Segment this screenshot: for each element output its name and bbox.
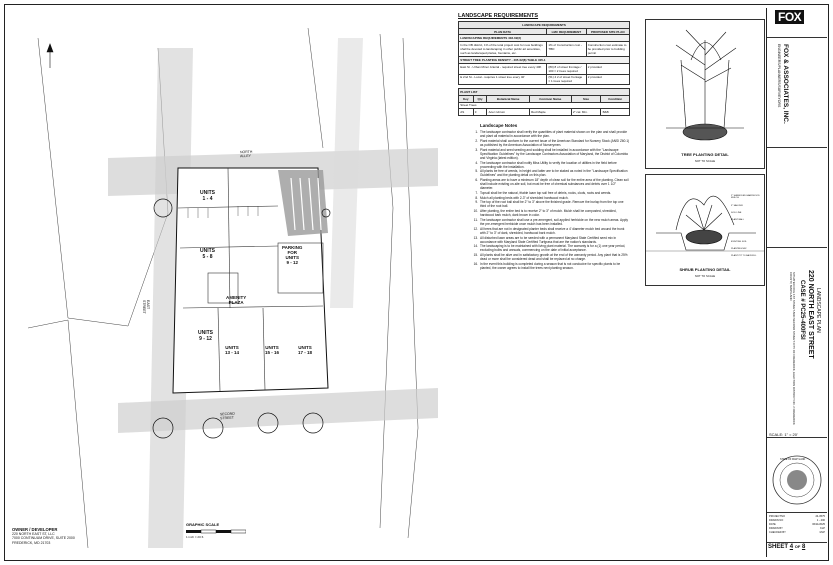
owner-title: OWNER / DEVELOPER bbox=[12, 527, 58, 532]
note-number: 14. bbox=[473, 244, 478, 249]
note-text: In the event this building is completed during a season that is not conducive for specific plants to be planted, the owner agrees to install the trees next planting season. bbox=[480, 261, 621, 270]
scale-label: SCALE: 1" = 20' bbox=[769, 432, 798, 437]
note-text: After planting, the entire bed is to receive 2" to 3" of mulch. Mulch shall be composted, shredded, hardwood bark mulch, dark brown in color. bbox=[480, 209, 617, 218]
meta-value: MLP bbox=[819, 531, 825, 534]
owner-line: 7000 CONTINUUM DRIVE, SUITE 2000 bbox=[12, 536, 75, 541]
note-number: 3. bbox=[475, 147, 478, 152]
plant-header: Size bbox=[571, 95, 601, 102]
sheet-number bbox=[768, 544, 805, 550]
note-number: 12. bbox=[473, 226, 478, 231]
plant-header: Botanical Name bbox=[487, 95, 530, 102]
meta-key: DATE bbox=[769, 523, 776, 526]
note-number: 16. bbox=[473, 261, 478, 266]
req-header: LMC REQUIREMENT bbox=[547, 28, 586, 35]
requirements-table bbox=[458, 21, 630, 85]
meta-key: CHECKED BY bbox=[769, 531, 786, 534]
note-text: All plants shall be alive and in satisfactory growth at the end of the warranty period. Any plant that is 25% dead or more shall be considered dead and shall be replaced at no charge. bbox=[480, 253, 628, 262]
plan-label-units-1-4: UNITS 1 - 4 bbox=[200, 190, 215, 202]
seal-section bbox=[767, 448, 827, 513]
plant-cell: Red Maple bbox=[529, 109, 571, 116]
meta-section bbox=[767, 513, 827, 543]
note-number: 13. bbox=[473, 235, 478, 240]
landscape-note bbox=[472, 200, 630, 208]
plant-cell: AS bbox=[459, 109, 474, 116]
note-text: The top of the root ball shall be 2" to 3" above the finished grade. Remove the burlap from the top one third of the root ball. bbox=[480, 200, 624, 209]
firm-logo-section bbox=[767, 8, 827, 38]
requirements-column bbox=[458, 14, 636, 464]
shrub-detail-drawing bbox=[646, 175, 764, 265]
note-text: Plant material and seed seeding and sodding shall be installed in accordance with the "Landscape Specification Guidelines" by the Landscape Contractors Association of Maryland, the District of Columbia and Virginia (latest edition). bbox=[480, 147, 628, 160]
req-cell: 1% of Construction cost - TBD bbox=[547, 42, 586, 57]
req-cell: (80) 8 of street frontage / 100 = 2 trees required bbox=[547, 63, 586, 74]
requirements-title: LANDSCAPE REQUIREMENTS bbox=[458, 13, 539, 19]
plant-cell: B&B bbox=[601, 109, 630, 116]
landscape-note bbox=[472, 236, 630, 244]
owner-developer-block bbox=[12, 528, 75, 545]
firm-full-name: FOX & ASSOCIATES, INC. bbox=[782, 44, 789, 124]
req-header: PROPOSED SITE PLAN bbox=[586, 28, 629, 35]
tree-detail-scale: NOT TO SCALE bbox=[694, 159, 716, 163]
note-number: 5. bbox=[475, 169, 478, 174]
req-cell: 2 provided bbox=[586, 74, 629, 85]
shrub-callout: PLANT BALL bbox=[731, 219, 744, 221]
plant-list-table bbox=[458, 88, 630, 116]
meta-key: DRAWN BY bbox=[769, 527, 783, 530]
street-label-north-alley: NORTH ALLEY bbox=[239, 149, 253, 159]
plan-label-units-17-18: UNITS 17 - 18 bbox=[298, 345, 313, 355]
plan-label-amenity-plaza: AMENITY PLAZA bbox=[226, 295, 247, 305]
plant-cell: Acer rubrum bbox=[487, 109, 530, 116]
landscape-note bbox=[472, 227, 630, 235]
landscape-note bbox=[472, 196, 630, 200]
req-cell: Construction cost estimate to be provided prior to building permit bbox=[586, 42, 629, 57]
plan-label-parking-9-12: PARKING FOR UNITS 9 - 12 bbox=[282, 245, 303, 265]
street-label-east-street: EAST STREET bbox=[142, 300, 150, 314]
note-text: All plants be free of weeds, in height and latter are to be staked as noted in the "Landscape Specification Guidelines" and the planting detail on this plan. bbox=[480, 169, 628, 178]
plant-header: Key bbox=[459, 95, 474, 102]
req-cell: E 2nd St - Local - requires 1 street tree every 40' bbox=[459, 74, 547, 85]
plant-header: Qty bbox=[473, 95, 487, 102]
graphic-scale-unit: 1 inch = 20 ft. bbox=[186, 535, 205, 539]
meta-list bbox=[769, 515, 825, 535]
plan-title: LANDSCAPE PLAN bbox=[815, 288, 821, 333]
meta-row bbox=[769, 531, 825, 535]
graphic-scale-title: GRAPHIC SCALE bbox=[186, 522, 220, 527]
sheet-of: OF bbox=[794, 544, 801, 549]
meta-key: DRAWN NO bbox=[769, 519, 784, 522]
landscape-note bbox=[472, 191, 630, 195]
note-text: All disturbed lawn areas are to be seeded with a permanent Maryland State Certified seed mix in accordance with Maryland State Certified Turfgrass that are the nation's standards. bbox=[480, 235, 617, 244]
shrub-callout: PLANT PIT TO BACKFILL bbox=[731, 255, 757, 257]
meta-value: 24-0575 bbox=[815, 515, 825, 518]
plan-label-units-5-8: UNITS 5 - 8 bbox=[200, 248, 215, 260]
landscape-note bbox=[472, 209, 630, 217]
plan-label-units-15-16: UNITS 15 - 16 bbox=[265, 345, 280, 355]
tree-planting-detail bbox=[645, 19, 765, 169]
landscape-note bbox=[472, 169, 630, 177]
shrub-callout: EXISTING SOIL bbox=[731, 241, 747, 243]
req-header: PLAN DATA bbox=[459, 28, 547, 35]
graphic-scale bbox=[186, 522, 246, 539]
note-number: 8. bbox=[475, 195, 478, 200]
req-cell: In the OB district, 1% of the total project cost for new buildings shall be devoted to landscaping in other public art amenities, such as landscaped plazas, fountains, etc. bbox=[459, 42, 547, 57]
landscape-notes-title: Landscape Notes bbox=[480, 123, 518, 129]
req-section-title: LANDSCAPING REQUIREMENTS 403-02(2) bbox=[459, 35, 630, 42]
note-number: 9. bbox=[475, 200, 478, 205]
note-text: Planting areas are to have a minimum 18" depth of clean soil for the entire area of the planting. Clean soil shall include existing on-site soil, but must be free of chemical substances and debris over 1 1/2" diameter. bbox=[480, 178, 629, 191]
landscape-note bbox=[472, 139, 630, 147]
req-section-title: STREET TREE PLANTING DENSITY - 405-02(8) TABLE 405-1 bbox=[459, 57, 630, 64]
street-label-second-street: SECOND STREET bbox=[219, 411, 235, 421]
seal-text: STATE OF MARYLAND bbox=[780, 458, 806, 461]
sheet-label: SHEET bbox=[768, 544, 789, 550]
project-name: 220 NORTH EAST STREET bbox=[807, 270, 814, 359]
landscape-note bbox=[472, 262, 630, 270]
firm-logo: FOX bbox=[775, 10, 804, 24]
plan-label-units-13-14: UNITS 13 - 14 bbox=[225, 345, 240, 355]
note-number: 11. bbox=[473, 217, 478, 222]
plant-header: Common Name bbox=[529, 95, 571, 102]
landscape-note bbox=[472, 253, 630, 261]
case-number: CASE # PC25-400FSI bbox=[799, 280, 805, 340]
note-text: Topsoil shall be the natural, friable loam top soil free of debris, rocks, clods, roots and weeds. bbox=[480, 191, 612, 195]
firm-name-section bbox=[767, 38, 827, 148]
revisions-section bbox=[767, 148, 827, 248]
note-text: The landscaping is to be maintained with living plant material. The warranty is for a (1) one year period, excluding bulbs and annuals, commencing on the date of initial acceptance. bbox=[480, 244, 626, 253]
shrub-planting-detail bbox=[645, 174, 765, 286]
req-cell: (51) 4 2 of street frontage = 1 trees required bbox=[547, 74, 586, 85]
note-text: The landscape contractor shall use a pre-emergent, soil applied herbicide on the new mulch areas. Apply the pre-emergent herbicide once mulch has been installed. bbox=[480, 217, 628, 227]
plant-cell: 3 bbox=[473, 109, 487, 116]
landscape-note bbox=[472, 218, 630, 226]
requirements-table-title: LANDSCAPE REQUIREMENTS bbox=[459, 22, 630, 29]
sheet-total: 8 bbox=[801, 544, 806, 550]
meta-value: KLP bbox=[820, 527, 825, 530]
plan-label-units-9-12: UNITS 9 - 12 bbox=[198, 330, 213, 342]
sheet-current: 4 bbox=[789, 544, 794, 550]
note-number: 4. bbox=[475, 160, 478, 165]
req-cell: East St - Urban Minor Arterial - required street tree every 40ft bbox=[459, 63, 547, 74]
firm-subtitle: ENGINEERS/PLANNERS/SURVEYORS bbox=[777, 44, 781, 108]
plant-cell: 2" cal. Min. bbox=[571, 109, 601, 116]
landscape-notes-list bbox=[472, 130, 630, 270]
note-text: The landscape contractor shall verify the quantities of plant material shown on the plan and shall provide and plant all material in accordance with the plan. bbox=[480, 130, 628, 139]
note-number: 15. bbox=[473, 253, 478, 258]
shrub-callout: PLANTING MIX bbox=[731, 248, 747, 250]
note-text: All trees that are not in designated planter beds shall receive a 4' diameter mulch bed around the trunk with 2" to 3" of dark, shredded, hardwood bark mulch. bbox=[480, 226, 625, 235]
note-text: Plant material shall conform to the current issue of the American Standard for Nursery Stock (ANSI Z60.1) as published by the American Association of Nurserymen. bbox=[480, 138, 630, 147]
landscape-note bbox=[472, 161, 630, 169]
planting-details bbox=[640, 14, 770, 284]
note-number: 10. bbox=[473, 209, 478, 214]
shrub-detail-label: SHRUB PLANTING DETAIL bbox=[679, 267, 731, 272]
meta-value: 06/11/2025 bbox=[812, 523, 825, 526]
meta-key: PROJECTNO bbox=[769, 515, 785, 518]
landscape-note bbox=[472, 178, 630, 190]
tree-detail-label: TREE PLANTING DETAIL bbox=[681, 152, 729, 157]
owner-line: 220 NORTH EAST ST, LLC bbox=[12, 532, 55, 537]
note-number: 6. bbox=[475, 178, 478, 183]
shrub-callout: 3" SAUCER bbox=[731, 205, 743, 207]
plant-header: Condition bbox=[601, 95, 630, 102]
req-cell: 2 provided bbox=[586, 63, 629, 74]
tree-detail-drawing bbox=[646, 20, 764, 150]
shrub-callout: SOIL LINE bbox=[731, 212, 742, 214]
site-plan-drawing bbox=[8, 8, 440, 557]
note-text: The landscape contractor shall notify Miss Utility to verify the location of utilities in the field before proceeding with the installation. bbox=[480, 160, 617, 169]
plant-list-title: PLANT LIST bbox=[459, 89, 630, 96]
landscape-note bbox=[472, 130, 630, 138]
title-block bbox=[766, 8, 826, 557]
note-number: 1. bbox=[475, 130, 478, 135]
project-location: SITUATED ON E 1ST STREET AND SECOND STREET CITY OF FREDERICK, ELECTION DISTRICT NO. 2 FREDERICK COUNTY, MARYLAND bbox=[788, 272, 796, 425]
shrub-callout: 2" SHREDDED HARDWOOD MULCH bbox=[731, 195, 760, 199]
landscape-note bbox=[472, 148, 630, 160]
owner-line: FREDERICK, MD 21703 bbox=[12, 540, 51, 545]
meta-value: 1 - 400 bbox=[816, 519, 825, 522]
note-number: 7. bbox=[475, 191, 478, 195]
note-text: Mulch all planting beds with 2-3" of shredded hardwood mulch. bbox=[480, 195, 569, 200]
shrub-detail-scale: NOT TO SCALE bbox=[694, 274, 716, 278]
project-title-section bbox=[767, 248, 827, 438]
plant-group: Street Trees bbox=[459, 102, 630, 109]
landscape-note bbox=[472, 244, 630, 252]
note-number: 2. bbox=[475, 138, 478, 143]
